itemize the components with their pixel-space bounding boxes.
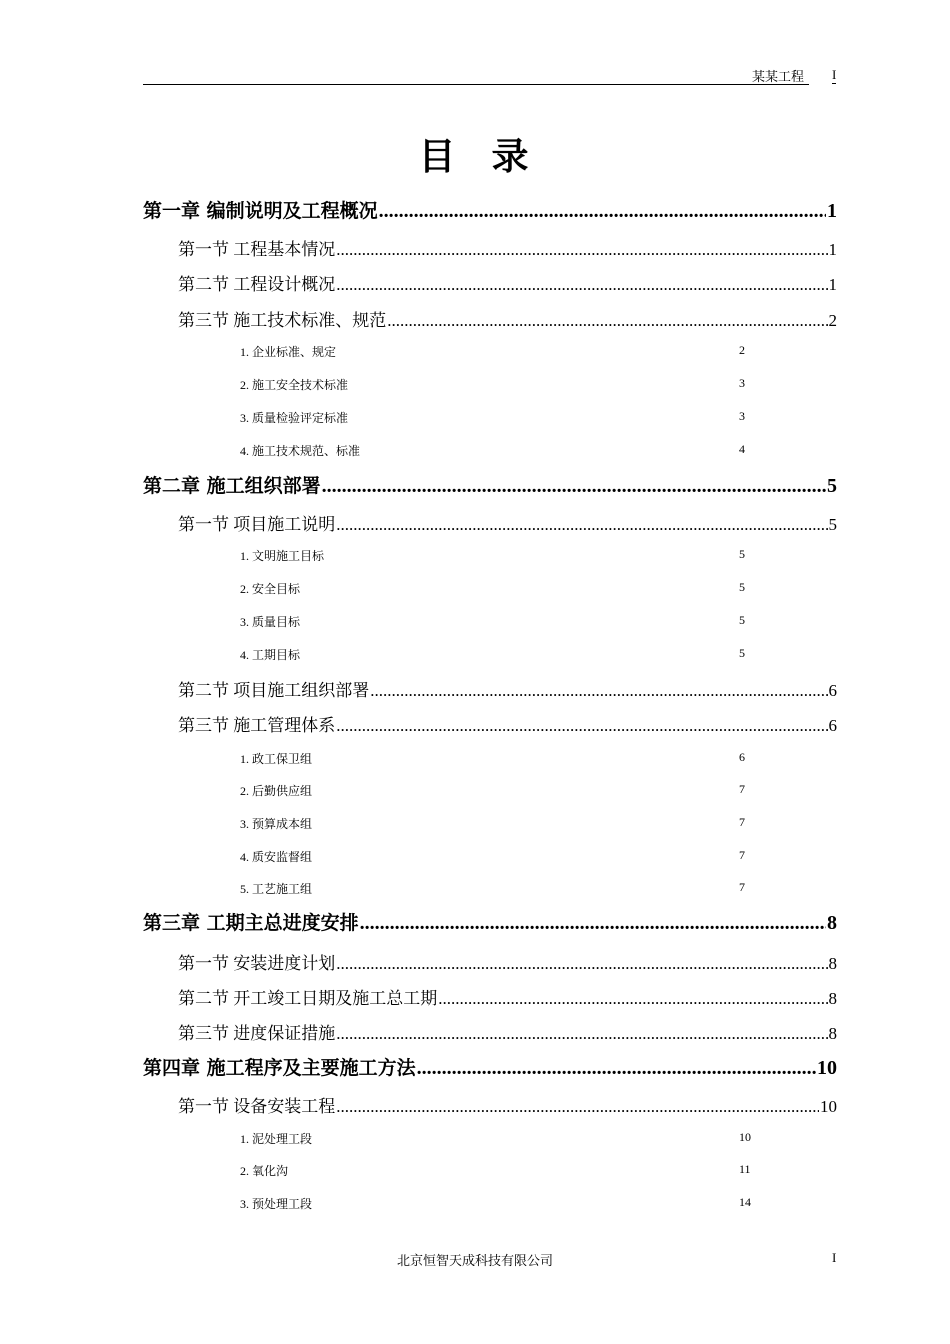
toc-label: 第一章 编制说明及工程概况: [143, 200, 378, 222]
toc-label: 第二节 开工竣工日期及施工总工期: [178, 989, 438, 1008]
toc-item-label[interactable]: 5. 工艺施工组: [240, 882, 313, 896]
toc-item-label[interactable]: 3. 预处理工段: [240, 1197, 313, 1211]
toc-section[interactable]: [178, 235, 837, 260]
toc-item-label[interactable]: 3. 质量目标: [240, 615, 301, 629]
toc-item-page: 7: [739, 782, 745, 796]
toc-section[interactable]: [178, 711, 837, 736]
footer-company: 北京恒智天成科技有限公司: [396, 1253, 553, 1268]
toc-item-label[interactable]: 1. 政工保卫组: [240, 752, 313, 766]
toc-item-label[interactable]: 2. 氧化沟: [240, 1164, 289, 1178]
toc-page: 8: [827, 912, 837, 934]
toc-item-label[interactable]: 1. 企业标准、规定: [240, 345, 337, 359]
toc-page: 10: [817, 1057, 837, 1079]
toc-item-label[interactable]: 3. 质量检验评定标准: [240, 411, 349, 425]
toc-page: 2: [828, 311, 837, 330]
toc-chapter-1[interactable]: [143, 196, 837, 223]
toc-section[interactable]: [178, 949, 837, 974]
toc-item-label[interactable]: 2. 后勤供应组: [240, 784, 313, 798]
toc-chapter-3[interactable]: [143, 908, 837, 935]
toc-item-page: 5: [739, 613, 745, 627]
header-rule: [143, 84, 809, 85]
toc-label: 第一节 安装进度计划: [178, 954, 336, 973]
toc-item-label[interactable]: 2. 施工安全技术标准: [240, 378, 349, 392]
toc-page: 5: [828, 515, 837, 534]
toc-item-page: 7: [739, 880, 745, 894]
toc-label: 第二节 工程设计概况: [178, 275, 336, 294]
toc-label: 第一节 工程基本情况: [178, 240, 336, 259]
toc-item-page: 3: [739, 376, 745, 390]
toc-item-page: 3: [739, 409, 745, 423]
toc-label: 第二章 施工组织部署: [143, 475, 321, 497]
toc-item-page: 10: [739, 1130, 751, 1144]
toc-item-page: 11: [739, 1162, 751, 1176]
toc-label: 第三节 施工技术标准、规范: [178, 311, 387, 330]
page-title: 目录: [418, 135, 565, 178]
toc-label: 第三章 工期主总进度安排: [143, 912, 359, 934]
toc-label: 第四章 施工程序及主要施工方法: [143, 1057, 416, 1079]
toc-item-label[interactable]: 1. 文明施工目标: [240, 549, 325, 563]
toc-page: 1: [827, 200, 837, 222]
toc-item-page: 2: [739, 343, 745, 357]
toc-item-page: 5: [739, 646, 745, 660]
header-project-name: 某某工程: [752, 69, 805, 84]
toc-chapter-4[interactable]: [143, 1053, 837, 1080]
toc-label: 第二节 项目施工组织部署: [178, 681, 370, 700]
toc-item-label[interactable]: 4. 质安监督组: [240, 850, 313, 864]
toc-item-label[interactable]: 4. 工期目标: [240, 648, 301, 662]
toc-page: 6: [828, 716, 837, 735]
toc-label: 第一节 项目施工说明: [178, 515, 336, 534]
toc-section[interactable]: [178, 510, 837, 535]
toc-page: 8: [828, 1024, 837, 1043]
toc-item-page: 7: [739, 815, 745, 829]
toc-page: 6: [828, 681, 837, 700]
toc-item-page: 5: [739, 580, 745, 594]
toc-page: 8: [828, 954, 837, 973]
toc-page: 8: [828, 989, 837, 1008]
toc-item-label[interactable]: 2. 安全目标: [240, 582, 301, 596]
toc-label: 第三节 施工管理体系: [178, 716, 336, 735]
toc-page: 5: [827, 475, 837, 497]
toc-item-label[interactable]: 3. 预算成本组: [240, 817, 313, 831]
toc-section[interactable]: [178, 306, 837, 331]
toc-item-page: 4: [739, 442, 745, 456]
toc-section[interactable]: [178, 1019, 837, 1044]
toc-section[interactable]: [178, 1092, 837, 1117]
toc-page: 1: [828, 275, 837, 294]
toc-label: 第一节 设备安装工程: [178, 1097, 336, 1116]
toc-item-label[interactable]: 4. 施工技术规范、标准: [240, 444, 361, 458]
toc-chapter-2[interactable]: [143, 471, 837, 498]
header-page-number: I: [832, 67, 837, 82]
toc-page: 10: [820, 1097, 837, 1116]
toc-page: 1: [828, 240, 837, 259]
toc-item-page: 6: [739, 750, 745, 764]
toc-item-label[interactable]: 1. 泥处理工段: [240, 1132, 313, 1146]
toc-item-page: 14: [739, 1195, 751, 1209]
toc-label: 第三节 进度保证措施: [178, 1024, 336, 1043]
toc-item-page: 5: [739, 547, 745, 561]
footer-page-number: I: [832, 1250, 837, 1265]
toc-section[interactable]: [178, 984, 837, 1009]
toc-section[interactable]: [178, 270, 837, 295]
toc-section[interactable]: [178, 676, 837, 701]
toc-item-page: 7: [739, 848, 745, 862]
